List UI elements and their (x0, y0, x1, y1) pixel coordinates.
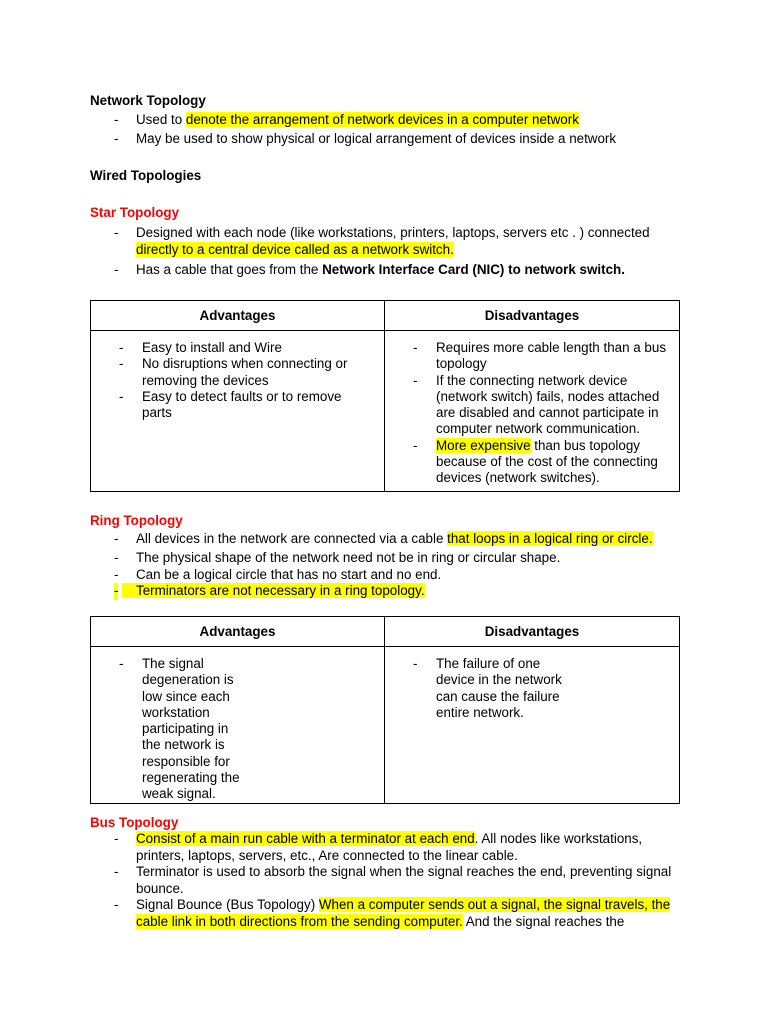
ring-topology-table (90, 616, 680, 804)
list-item: - Can be a logical circle that has no start and no end. (114, 567, 442, 582)
advantages-header: Advantages (91, 301, 385, 331)
list-item: - If the connecting network device (network switch) fails, nodes attached are disabled and cannot participate in computer network communication. (413, 372, 660, 437)
list-item: - Terminator is used to absorb the signal when the signal reaches the end, preventing signal bounce. (114, 864, 672, 896)
list-item: - More expensive than bus topology because of the cost of the connecting devices (network switches). (413, 437, 658, 486)
star-topology-table (90, 300, 680, 492)
disadvantages-cell (385, 647, 680, 804)
disadvantages-header: Disadvantages (385, 301, 680, 331)
disadvantages-header: Disadvantages (385, 617, 680, 647)
advantages-cell (91, 647, 385, 804)
star-topology-heading: Star Topology (90, 205, 180, 220)
list-item: - The physical shape of the network need not be in ring or circular shape. (114, 550, 561, 565)
list-item: - The signal degeneration is low since each workstation participating in the network is responsible for regenerating the weak signal. (119, 656, 240, 802)
list-item: - All devices in the network are connected via a cable that loops in a logical ring or circle. (114, 531, 653, 546)
list-item: - Terminators are not necessary in a ring topology. (114, 583, 425, 598)
list-item: - Requires more cable length than a bus topology (413, 340, 667, 372)
list-item: - The failure of one device in the network can cause the failure entire network. (413, 656, 562, 720)
list-item: - No disruptions when connecting or removing the devices (119, 356, 348, 388)
list-item: - May be used to show physical or logical arrangement of devices inside a network (114, 131, 617, 146)
bus-topology-heading: Bus Topology (90, 815, 179, 830)
list-item: - Has a cable that goes from the Network Interface Card (NIC) to network switch. (114, 262, 625, 277)
advantages-header: Advantages (91, 617, 385, 647)
network-topology-heading: Network Topology (90, 93, 206, 108)
list-item: - Easy to install and Wire (119, 340, 282, 355)
list-item: - Signal Bounce (Bus Topology) When a computer sends out a signal, the signal travels, the cable link in both directions from the sending computer. And the signal reaches the (114, 897, 671, 929)
list-item: - Easy to detect faults or to remove parts (119, 388, 342, 421)
wired-topologies-heading: Wired Topologies (90, 168, 202, 183)
advantages-cell (91, 331, 385, 492)
disadvantages-cell (385, 331, 680, 492)
list-item: - Consist of a main run cable with a terminator at each end. All nodes like workstations, printers, laptops, servers, etc., Are connected to the linear cable. (114, 831, 643, 863)
list-item: - Used to denote the arrangement of network devices in a computer network (114, 112, 579, 127)
ring-topology-heading: Ring Topology (90, 513, 183, 528)
list-item: - Designed with each node (like workstations, printers, laptops, servers etc . ) connected directly to a central device called as a network switch. (114, 225, 650, 257)
